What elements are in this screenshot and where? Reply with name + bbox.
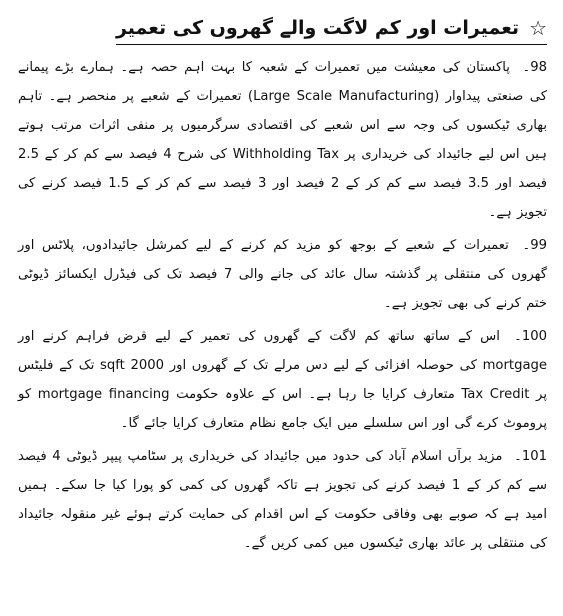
paragraph-text: پاکستان کی معیشت میں تعمیرات کے شعبہ کا بہت اہم حصہ ہے۔ ہمارے بڑے پیمانے کی صنعتی پیداوار (Large Scale Manufacturing) تعمیرات کے شعبے پر منحصر ہے۔ تاہم بھاری ٹیکسوں کی وجہ سے اس شعبے کی اقتصادی سرگرمیوں پر منفی اثرات مرتب ہوتے ہیں اس لیے جائیداد کی خریداری پر Withholding Tax کی شرح 4 فیصد سے کم کر کے 2.5 فیصد اور 3.5 فیصد سے کم کر کے 2 فیصد اور 3 فیصد سے کم کر کے 1.5 فیصد کرنے کی تجویز ہے۔	[18, 60, 547, 220]
paragraph-text: مزید برآں اسلام آباد کی حدود میں جائیداد کی خریداری پر سٹامپ پیپر ڈیوٹی 4 فیصد سے کم کر کے 1 فیصد کرنے کی تجویز ہے تاکہ گھروں کی کمی کو پورا کیا جا سکے۔ ہمیں امید ہے کہ صوبے بھی وفاقی حکومت کے اس اقدام کی حمایت کرتے ہوئے غیر منقولہ جائیداد کی منتقلی پر عائد بھاری ٹیکسوں میں کمی کریں گے۔	[18, 449, 547, 551]
paragraph-text: اس کے ساتھ ساتھ کم لاگت کے گھروں کی تعمیر کے لیے قرض فراہم کرنے اور mortgage کی حوصلہ افزائی کے لیے دس مرلے تک کے گھروں اور 2000 sqft تک کے فلیٹس پر Tax Credit متعارف کرایا جا رہا ہے۔ اس کے علاوہ حکومت mortgage financing کو پروموٹ کرے گی اور اس سلسلے میں ایک جامع نظام متعارف کرایا جائے گا۔	[18, 329, 548, 431]
paragraph-101	[18, 442, 547, 558]
paragraph-99	[18, 231, 547, 318]
paragraph-number: 100۔	[514, 329, 547, 344]
section-title: تعمیرات اور کم لاگت والے گھروں کی تعمیر	[115, 17, 520, 39]
paragraph-number: 98۔	[522, 60, 547, 75]
star-icon: ☆	[529, 16, 547, 40]
section-heading	[116, 14, 547, 45]
paragraph-number: 101۔	[514, 449, 547, 464]
paragraph-text: تعمیرات کے شعبے کے بوجھ کو مزید کم کرنے کے لیے کمرشل جائیدادوں، پلاٹس اور گھروں کی منتقلی پر گذشتہ سال عائد کی جانے والی 7 فیصد تک کی فیڈرل ایکسائز ڈیوٹی ختم کرنے کی بھی تجویز ہے۔	[18, 238, 547, 311]
paragraph-100	[18, 322, 547, 438]
paragraph-number: 99۔	[522, 238, 547, 253]
paragraph-98	[18, 53, 547, 227]
